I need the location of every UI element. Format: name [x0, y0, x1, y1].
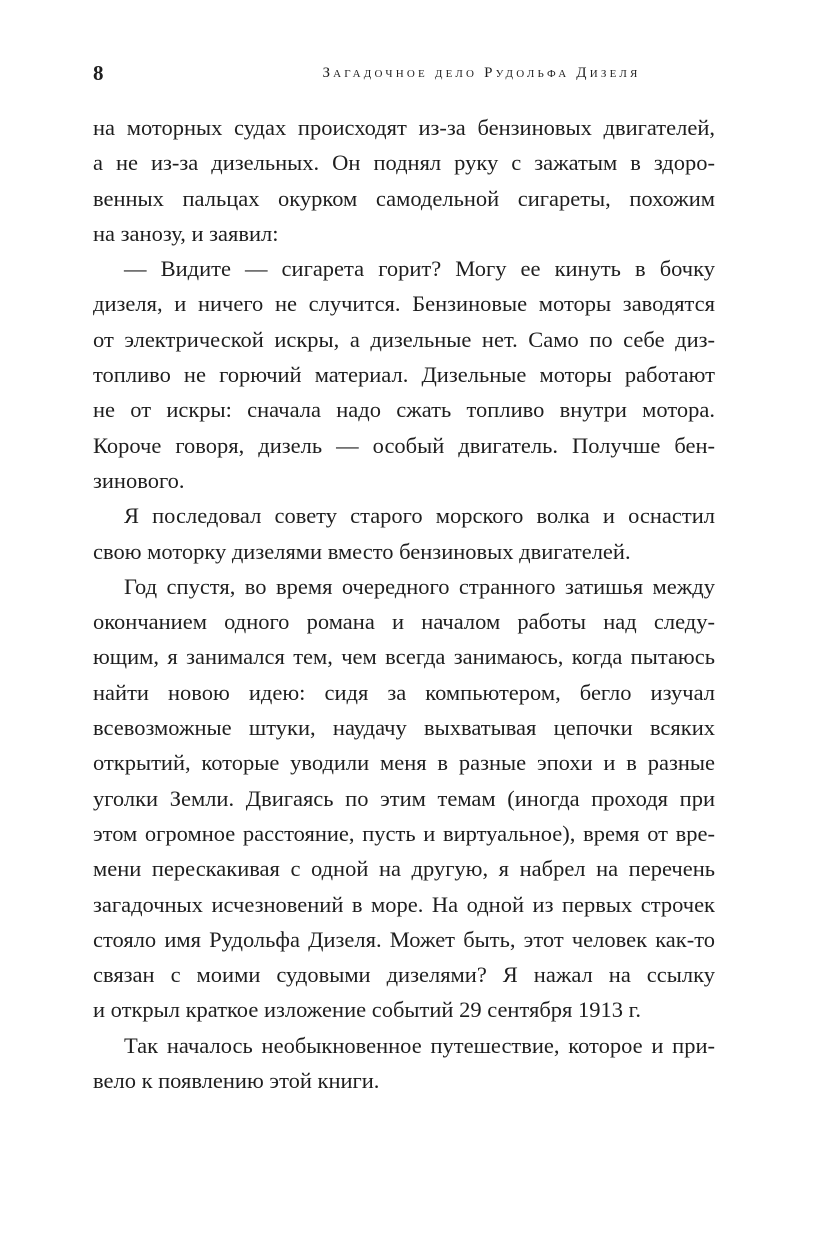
text-line: Год спустя, во время очередного странного затишья между [124, 573, 715, 599]
text-line: на моторных судах происходят из-за бензиновых двигателей, [93, 115, 715, 140]
text-line: окончанием одного романа и началом работы над следу- [93, 609, 715, 635]
text-line: этом огромное расстояние, пусть и виртуальное), время от вре- [93, 820, 715, 846]
text-line: ющим, я занимался тем, чем всегда занимаюсь, когда пытаюсь [93, 644, 715, 670]
text-line: Так началось необыкновенное путешествие, которое и при- [124, 1032, 715, 1058]
text-line: и открыл краткое изложение событий 29 сентября 1913 г. [93, 997, 641, 1023]
text-line: зинового. [93, 467, 185, 493]
text-line: от электрической искры, а дизельные нет. Само по себе диз- [93, 326, 715, 352]
text-line: найти новою идею: сидя за компьютером, бегло изучал [93, 679, 715, 705]
text-line: — Видите — сигарета горит? Могу ее кинуть в бочку [124, 256, 715, 282]
text-line: стояло имя Рудольфа Дизеля. Может быть, этот человек как-то [93, 926, 715, 952]
text-line: уголки Земли. Двигаясь по этим темам (иногда проходя при [93, 785, 715, 811]
text-line: дизеля, и ничего не случится. Бензиновые моторы заводятся [93, 291, 715, 317]
running-title: Загадочное дело Рудольфа Дизеля [322, 65, 641, 81]
text-line: Я последовал совету старого морского волка и оснастил [124, 503, 715, 529]
text-line: мени перескакивая с одной на другую, я набрел на перечень [93, 856, 715, 882]
page-number: 8 [93, 61, 104, 85]
text-line: вело к появлению этой книги. [93, 1068, 380, 1094]
text-line: Короче говоря, дизель — особый двигатель. Получше бен- [93, 432, 715, 458]
text-line: а не из-за дизельных. Он поднял руку с зажатым в здоро- [93, 150, 715, 176]
text-line: топливо не горючий материал. Дизельные моторы работают [93, 362, 715, 388]
text-line: связан с моими судовыми дизелями? Я нажал на ссылку [93, 962, 715, 988]
text-line: всевозможные штуки, наудачу выхватывая цепочки всяких [93, 715, 715, 741]
text-line: венных пальцах окурком самодельной сигареты, похожим [93, 185, 715, 211]
text-line: на занозу, и заявил: [93, 220, 279, 246]
text-line: открытий, которые уводили меня в разные эпохи и в разные [93, 750, 715, 776]
text-line: загадочных исчезновений в море. На одной из первых строчек [93, 891, 715, 917]
text-line: свою моторку дизелями вместо бензиновых двигателей. [93, 538, 631, 564]
body-text [93, 110, 715, 1098]
text-line: не от искры: сначала надо сжать топливо внутри мотора. [93, 397, 715, 423]
